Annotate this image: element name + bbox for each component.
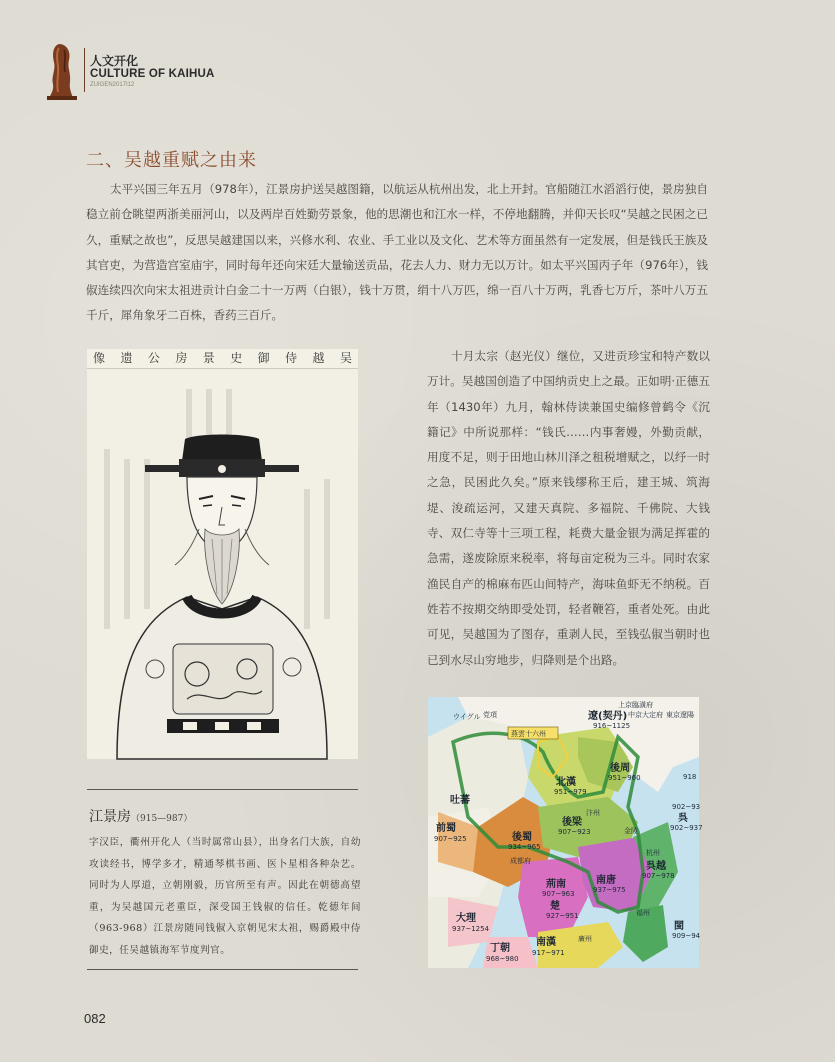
map-label-jingnan: 荊南 — [546, 879, 566, 890]
map-label-wu-years: 902~937 — [670, 824, 703, 832]
map-label-wu: 呉 — [678, 813, 688, 824]
map-label-jingnan-years: 907~963 — [542, 890, 575, 898]
section-title: 二、吴越重赋之由来 — [86, 150, 257, 171]
portrait-caption-char: 越 — [312, 351, 325, 365]
map-label-dongjing: 東京遼陽 — [666, 711, 694, 719]
portrait-image — [87, 349, 358, 759]
map-label-qianshu-years: 907~925 — [434, 835, 467, 843]
portrait-caption-char: 吴 — [339, 351, 352, 365]
person-heading — [89, 806, 192, 826]
map-label-jinling: 金陵 — [624, 827, 638, 835]
map-label-num2: 902~93 — [672, 803, 701, 811]
page-number: 082 — [84, 1011, 106, 1026]
header-divider — [84, 48, 85, 92]
map-label-dali-years: 937~1254 — [452, 925, 490, 933]
portrait-caption-char: 遗 — [120, 351, 133, 365]
map-label-dangxiang: 党項 — [483, 711, 497, 719]
portrait-caption — [87, 349, 358, 369]
magazine-title-cn: 人文开化 — [90, 54, 139, 68]
map-label-shangjing: 上京臨潢府 — [618, 701, 653, 709]
map-label-houzhou: 後周 — [610, 763, 630, 774]
map-label-houliang-years: 907~923 — [558, 828, 591, 836]
map-label-num1: 918 — [683, 773, 697, 781]
magazine-title-en: CULTURE OF KAIHUA — [90, 68, 215, 80]
portrait-caption-char: 御 — [257, 351, 270, 365]
map-label-nantang-years: 937~975 — [593, 886, 626, 894]
magazine-logo-icon — [47, 42, 77, 100]
person-name: 江景房 — [89, 809, 131, 825]
person-years: （915—987） — [131, 814, 193, 824]
map-label-yanyun: 燕雲十六州 — [511, 730, 546, 738]
caption-rule-top — [87, 789, 358, 790]
map-label-houshu: 後蜀 — [512, 832, 532, 843]
map-label-wuyue: 呉越 — [646, 861, 666, 872]
map-label-houzhou-years: 951~960 — [608, 774, 641, 782]
map-label-chu-years: 927~951 — [546, 912, 579, 920]
map-label-min-years: 909~94 — [672, 932, 701, 940]
map-label-fuzhou: 福州 — [636, 909, 650, 917]
five-dynasties-map — [428, 697, 703, 968]
person-bio: 字汉臣，衢州开化人（当时属常山县），出身名门大族，自幼攻读经书，博学多才，精通琴棋书画、医卜星相各种杂艺。同时为人厚道，立朝刚毅，历官所至有声。因此在朝德高望重，为吴越国元老重臣，深受国王钱俶的信任。乾德年间（963-968）江景房随同钱俶入京朝见宋太祖，赐爵殿中侍御史，任吴越镇海军节度判官。 — [89, 837, 361, 956]
map-label-min: 閩 — [674, 921, 684, 932]
map-graphic — [428, 697, 703, 968]
portrait-caption-char: 景 — [202, 351, 215, 365]
portrait-caption-char: 公 — [147, 351, 160, 365]
map-label-chu: 楚 — [550, 901, 560, 912]
map-label-liao-years: 916~1125 — [593, 722, 631, 730]
map-label-guangzhou: 廣州 — [578, 935, 592, 943]
portrait-caption-char: 像 — [93, 351, 106, 365]
issue-code: ZUIGEN2017I12 — [90, 82, 135, 88]
map-label-nanhan-years: 917~971 — [532, 949, 565, 957]
map-label-tufan: 吐蕃 — [450, 795, 470, 806]
map-label-houshu-years: 934~965 — [508, 843, 541, 851]
map-label-beihan: 北漢 — [556, 777, 576, 788]
body-paragraph-2: 十月太宗（赵光仪）继位，又进贡珍宝和特产数以万计。吴越国创造了中国纳贡史上之最。正如明·正德五年（1430年）九月，翰林侍读兼国史编修曾鹤令《沉籍记》中所说那样：“钱氏……内事奢嫚，外勤贡献，用度不足，则于田地山林川泽之租税增赋之，以纾一时之急，民困此久矣。”原来钱缪称王后，建王城、筑海堤、浚疏运河，又建天真院、多福院、千佛院、大钱寺、双仁寺等十三项工程，耗费大量金银为满足挥霍的急需，遂废除原来税率，将每亩定税为三斗。同时农家渔民自产的棉麻布匹山间特产，海味鱼虾无不纳税。百姓若不按期交纳即受处罚，轻者鞭笞，重者处死。由此可见，吴越国为了图存，重剥人民，至钱弘俶当朝时也已到水尽山穷地步，归降则是个出路。 — [427, 349, 710, 667]
portrait-caption-char: 侍 — [285, 351, 298, 365]
map-label-dali: 大理 — [456, 913, 476, 924]
map-label-qianshu: 前蜀 — [436, 823, 456, 834]
portrait-caption-char: 房 — [175, 351, 188, 365]
map-label-nanhan: 南漢 — [536, 937, 556, 948]
map-label-jiaozhi-years: 968~980 — [486, 955, 519, 963]
map-label-hangzhou: 杭州 — [646, 849, 660, 857]
caption-rule-bottom — [87, 969, 358, 970]
map-label-chengdu: 成都府 — [510, 857, 531, 865]
map-label-houliang: 後梁 — [562, 817, 582, 828]
map-label-nantang: 南唐 — [596, 875, 616, 886]
map-label-liao: 遼(契丹) — [588, 711, 628, 722]
map-label-zhongjing: 中京大定府 — [628, 711, 663, 719]
map-label-jiaozhi: 丁朝 — [490, 943, 510, 954]
map-label-uighur: ウイグル — [453, 713, 481, 721]
official-portrait-drawing — [87, 369, 358, 759]
map-label-wuyue-years: 907~978 — [642, 872, 675, 880]
body-paragraph-1: 太平兴国三年五月（978年），江景房护送吴越图籍，以航运从杭州出发，北上开封。官船随江水滔滔行使，景房独自稳立前仓眺望两浙美丽河山，以及两岸百姓勤劳景象，他的思潮也和江水一样，不停地翻腾，并仰天长叹“吴越之民困之已久，重赋之故也”，反思吴越建国以来，兴修水利、农业、手工业以及文化、艺术等方面虽然有一定发展，但是钱氏王族及其官吏，为营造宫室庙宇，同时每年还向宋廷大量输送贡品，花去人力、财力无以万计。如太平兴国丙子年（976年），钱俶连续四次向宋太祖进贡计白金二十一万两（白银），钱十万贯，绢十八万匹，绵一百八十万两，乳香七万斤，茶叶八万五千斤，犀角象牙二百株，香药三百斤。 — [86, 182, 708, 323]
map-label-bianzhou: 汴州 — [586, 809, 600, 817]
map-label-beihan-years: 951~979 — [554, 788, 587, 796]
portrait-caption-char: 史 — [230, 351, 243, 365]
